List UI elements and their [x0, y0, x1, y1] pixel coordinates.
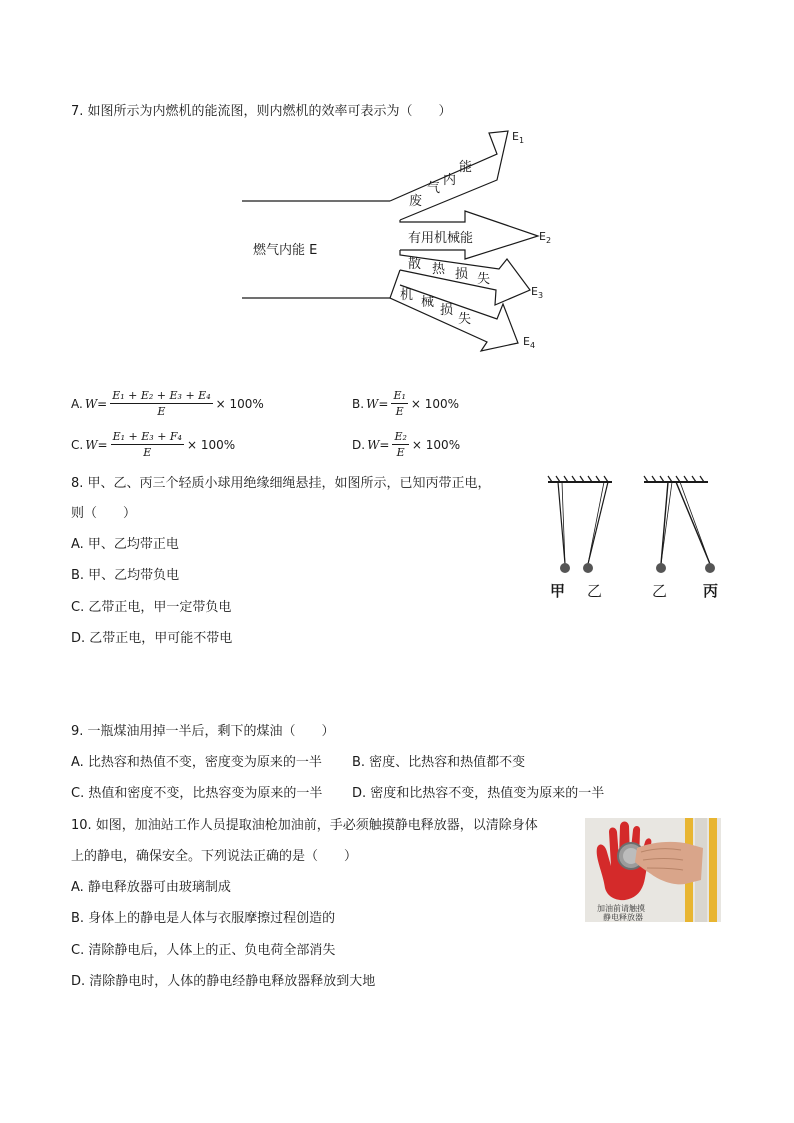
q10-option-d[interactable]: D. 清除静电时，人体的静电经静电释放器释放到大地: [71, 974, 376, 989]
q7-option-b-fraction: $\frac{\text{E₁}}{E}$: [393, 389, 406, 418]
q10-stem-line2: 上的静电，确保安全。下列说法正确的是（ ）: [71, 849, 358, 864]
mech-loss-label-4: 失: [458, 312, 472, 327]
waste-label-4: 能: [459, 160, 473, 175]
label-yi-right: 乙: [652, 582, 668, 600]
q7-option-d-fraction: $\frac{\text{E₂}}{E}$: [394, 430, 407, 459]
input-energy-label: 燃气内能 E: [253, 243, 318, 258]
q9-option-c[interactable]: C. 热值和密度不变，比热容变为原来的一半: [71, 786, 323, 801]
waste-label-2: 气: [427, 181, 441, 196]
q8-stem-line1: 8. 甲、乙、丙三个轻质小球用绝缘细绳悬挂，如图所示，已知丙带正电，: [71, 476, 491, 491]
q10-stem-line1: 10. 如图，加油站工作人员提取油枪加油前，手必须触摸静电释放器，以清除身体: [71, 818, 538, 833]
useful-energy-label: 有用机械能: [408, 231, 474, 246]
q7-option-c-fraction: $\frac{\text{E₁ + E₃ + F₄}}{E}$: [112, 430, 182, 459]
q7-option-b[interactable]: B. W = $\frac{\text{E₁}}{E}$ × 100%: [352, 389, 460, 418]
q9-option-d[interactable]: D. 密度和比热容不变，热值变为原来的一半: [352, 786, 605, 801]
photo-caption-line2: 静电释放器: [603, 913, 643, 922]
q9-option-a[interactable]: A. 比热容和热值不变，密度变为原来的一半: [71, 755, 322, 770]
heat-loss-label-3: 损: [455, 267, 469, 282]
mech-loss-label-3: 损: [440, 303, 454, 318]
q8-option-d[interactable]: D. 乙带正电，甲可能不带电: [71, 631, 233, 646]
e2-label: $E_2$: [539, 230, 552, 245]
q10-option-a[interactable]: A. 静电释放器可由玻璃制成: [71, 880, 231, 895]
q7-option-c[interactable]: C. W = $\frac{\text{E₁ + E₃ + F₄}}{E}$ × 100%: [71, 430, 236, 459]
q8-option-c[interactable]: C. 乙带正电，甲一定带负电: [71, 600, 232, 615]
heat-loss-label-4: 失: [477, 272, 491, 287]
mech-loss-label-1: 机: [400, 288, 414, 303]
e3-label: $E_3$: [531, 285, 544, 300]
photo-caption-line1: 加油前请触摸: [597, 904, 645, 913]
heat-loss-label-1: 散: [408, 257, 422, 272]
static-discharger-photo: [585, 818, 721, 922]
label-jia: 甲: [550, 582, 566, 600]
q7-option-a[interactable]: A. W = $\frac{\text{E₁ + E₂ + E₃ + E₄}}{E}$ × 100%: [71, 389, 264, 418]
waste-label-3: 内: [443, 173, 457, 188]
pendulum-figure: [540, 472, 780, 612]
q9-option-b[interactable]: B. 密度、比热容和热值都不变: [352, 755, 526, 770]
heat-loss-label-2: 热: [432, 262, 446, 277]
q7-stem: 7. 如图所示为内燃机的能流图，则内燃机的效率可表示为（ ）: [71, 104, 452, 119]
waste-label-1: 废: [409, 194, 423, 209]
q7-option-a-fraction: $\frac{\text{E₁ + E₂ + E₃ + E₄}}{E}$: [112, 389, 211, 418]
mech-loss-label-2: 械: [421, 295, 435, 310]
q10-option-c[interactable]: C. 清除静电后，人体上的正、负电荷全部消失: [71, 943, 336, 958]
q8-option-b[interactable]: B. 甲、乙均带负电: [71, 568, 180, 583]
e4-label: $E_4$: [523, 335, 536, 350]
label-yi-left: 乙: [587, 582, 603, 600]
label-bing: 丙: [703, 582, 719, 600]
q10-option-b[interactable]: B. 身体上的静电是人体与衣服摩擦过程创造的: [71, 911, 336, 926]
q7-option-d[interactable]: D. W = $\frac{\text{E₂}}{E}$ × 100%: [352, 430, 461, 459]
e1-label: $E_1$: [512, 130, 525, 145]
q8-stem-line2: 则（ ）: [71, 506, 137, 521]
q8-option-a[interactable]: A. 甲、乙均带正电: [71, 537, 179, 552]
q9-stem: 9. 一瓶煤油用掉一半后，剩下的煤油（ ）: [71, 724, 335, 739]
